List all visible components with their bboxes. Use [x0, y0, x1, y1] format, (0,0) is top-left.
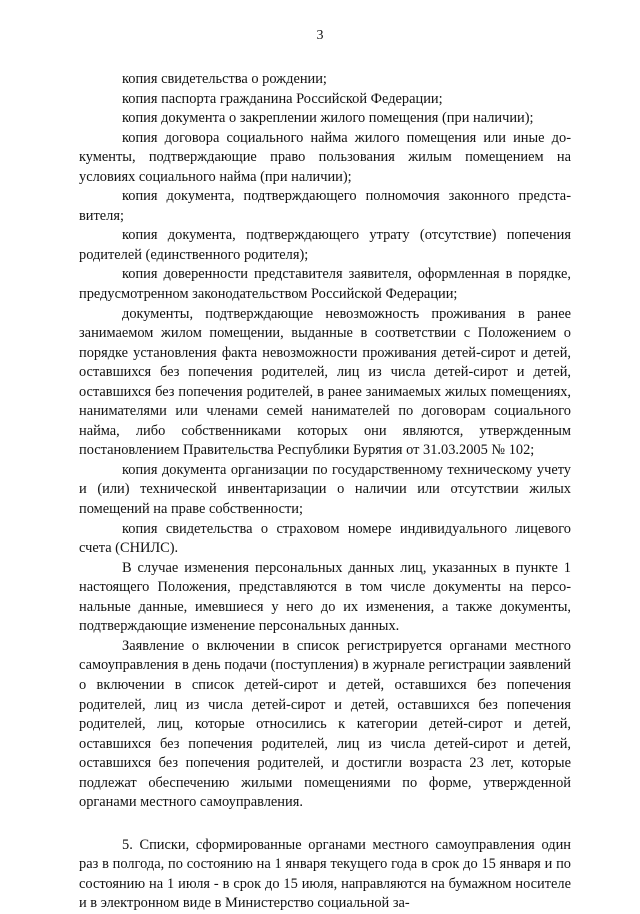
paragraph-power-of-attorney: копия доверенности представителя заявителя, оформленная в порядке, предусмотренном законодательством Российской Федерации; [79, 266, 571, 303]
paragraph-personal-data-change: В случае изменения персональных данных лиц, указанных в пункте 1 настоящего Положения, представляются в том числе документы на персональные данные, имевшиеся у него до их изменения, а также документы, подтверждающие изменение персональных данных. [79, 559, 571, 635]
paragraph-birth-certificate: копия свидетельства о рождении; [122, 71, 327, 87]
page-number: 3 [316, 28, 324, 43]
paragraph-passport-copy: копия паспорта гражданина Российской Федерации; [122, 90, 443, 107]
paragraph-legal-representative: копия документа, подтверждающего полномочия законного представителя; [79, 188, 571, 224]
paragraph-snils: копия свидетельства о страховом номере индивидуального лицевого счета (СНИЛС). [79, 520, 571, 557]
section-5-paragraph: 5. Списки, сформированные органами местного самоуправления один раз в полгода, по состоянию на 1 января текущего года в срок до 15 января и по состоянию на 1 июля - в срок до 15 июля, направляются на бумажном носителе и в электронном виде в Министерство социальной за- [79, 836, 571, 912]
paragraph-housing-assignment: копия документа о закреплении жилого помещения (при наличии); [122, 110, 534, 127]
paragraph-social-rent-contract: копия договора социального найма жилого помещения или иные документы, подтверждающие право пользования жилым помещением на условиях социального найма (при наличии); [79, 129, 571, 185]
paragraph-technical-inventory: копия документа организации по государственному техническому учету и (или) технической инвентаризации о наличии или отсутствии жилых помещений на праве собственности; [79, 461, 571, 518]
section-spacer [79, 813, 571, 836]
document-body [79, 70, 571, 914]
paragraph-application-registration: Заявление о включении в список регистрируется органами местного самоуправления в день подачи (поступления) в журнале регистрации заявлений о включении в список детей-сирот и детей, оставшихся без попечения родителей, лиц из числа детей-сирот и детей, оставшихся без попечения родителей, лиц, которые относились к категории детей-сирот и детей, оставшихся без попечения родителей, лиц из числа детей-сирот и детей, оставшихся без попечения родителей, и достигли возраста 23 лет, которые подлежат обеспечению жилыми помещениями по форме, утвержденной органами местного самоуправления. [79, 637, 571, 811]
paragraph-loss-of-parental-care: копия документа, подтверждающего утрату (отсутствие) попечения родителей (единственного родителя); [79, 227, 571, 263]
paragraph-impossibility-documents: документы, подтверждающие невозможность проживания в ранее занимаемом жилом помещении, выданные в соответствии с Положением о порядке установления факта невозможности проживания детей-сирот и детей, оставшихся без попечения родителей, лиц из числа детей-сирот и детей, оставшихся без попечения родителей, в ранее занимаемых жилых помещениях, нанимателями или членами семей нанимателей по договорам социального найма, либо собственниками которых они являются, утвержденным постановлением Правительства Республики Бурятия от 31.03.2005 № 102; [79, 305, 571, 459]
